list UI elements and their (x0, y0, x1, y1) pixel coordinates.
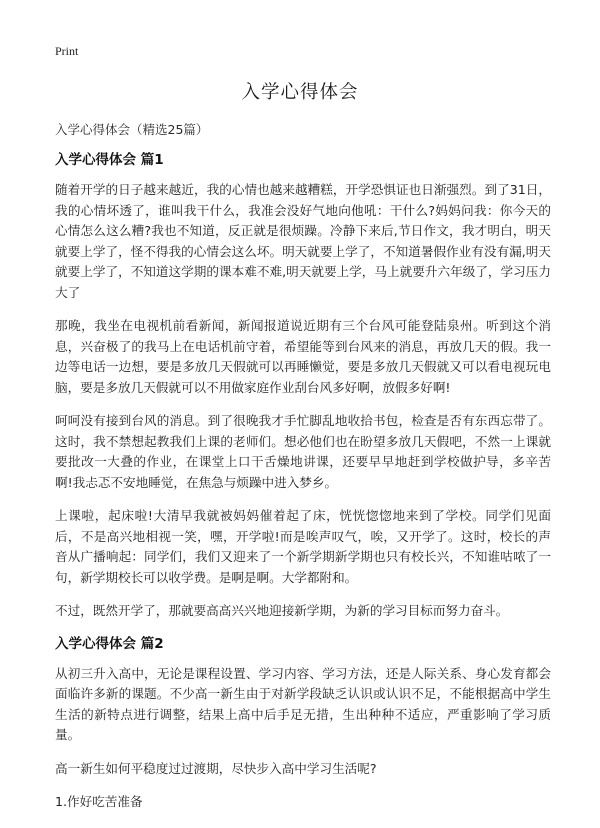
print-link[interactable]: Print (55, 44, 79, 58)
paragraph: 不过，既然开学了，那就要高高兴兴地迎接新学期，为新的学习目标而努力奋斗。 (55, 603, 509, 618)
section-1 (55, 150, 551, 622)
page-title: 入学心得体会 (241, 82, 359, 103)
paragraph: 呵呵没有接到台风的消息。到了很晚我才手忙脚乱地收拾书包，检查是否有东西忘带了。这时，我不禁想起教我们上课的老师们。想必他们也在盼望多放几天假吧，不然一上课就要批改一大叠的作业，在课堂上口干舌燥地讲课，还要早早地赶到学校做护导，多辛苦啊!我忐忑不安地睡觉，在焦急与烦躁中进入梦乡。 (55, 413, 551, 490)
paragraph: 高一新生如何平稳度过过渡期，尽快步入高中学习生活呢? (55, 760, 377, 776)
article-body (55, 150, 551, 826)
paragraph: 上课啦，起床啦!大清早我就被妈妈催着起了床，恍恍惚惚地来到了学校。同学们见面后，不是高兴地相视一笑，嘿，开学啦!而是唉声叹气，唉，又开学了。这时，校长的声音从广播响起：同学们，我们又迎来了一个新学期新学期也只有校长兴，不知谁咕哝了一句，新学期校长可以收学费。是啊是啊。大学都附和。 (55, 508, 551, 585)
section-heading: 入学心得体会 篇2 (55, 635, 164, 652)
paragraph: 从初三升入高中，无论是课程设置、学习内容、学习方法，还是人际关系、身心发育都会面临许多新的课题。不少高一新生由于对新学段缺乏认识或认识不足，不能根据高中学生生活的新特点进行调整，结果上高中后手足无措，生出种种不适应，严重影响了学习质量。 (55, 665, 551, 742)
list-item-heading: 1.作好吃苦准备 (55, 794, 143, 809)
paragraph: 随着开学的日子越来越近，我的心情也越来越糟糕，开学恐惧证也日渐强烈。到了31日，我的心情坏透了，谁叫我干什么，我准会没好气地向他吼：干什么?妈妈问我：你今天的心情怎么这么糟?我也不知道，反正就是很烦躁。冷静下来后,节日作文，我才明白，明天就要上学了，怪不得我的心情会这么坏。明天就要上学了，不知道暑假作业有没有漏,明天就要上学了，不知道这学期的课本难不难,明天就要上学，马上就要升六年级了，学习压力大了 (55, 182, 551, 300)
section-2 (55, 634, 551, 813)
document-subtitle: 入学心得体会（精选25篇） (55, 122, 209, 137)
section-heading: 入学心得体会 篇1 (55, 152, 164, 168)
paragraph: 那晚，我坐在电视机前看新闻，新闻报道说近期有三个台风可能登陆泉州。听到这个消息，兴奋极了的我马上在电话机前守着，希望能等到台风来的消息，再放几天的假。我一边等电话一边想，要是多放几天假就可以再睡懒觉，要是多放几天假就又可以看电视玩电脑，要是多放几天假就可以不用做家庭作业刮台风多好啊，放假多好啊! (55, 318, 551, 395)
